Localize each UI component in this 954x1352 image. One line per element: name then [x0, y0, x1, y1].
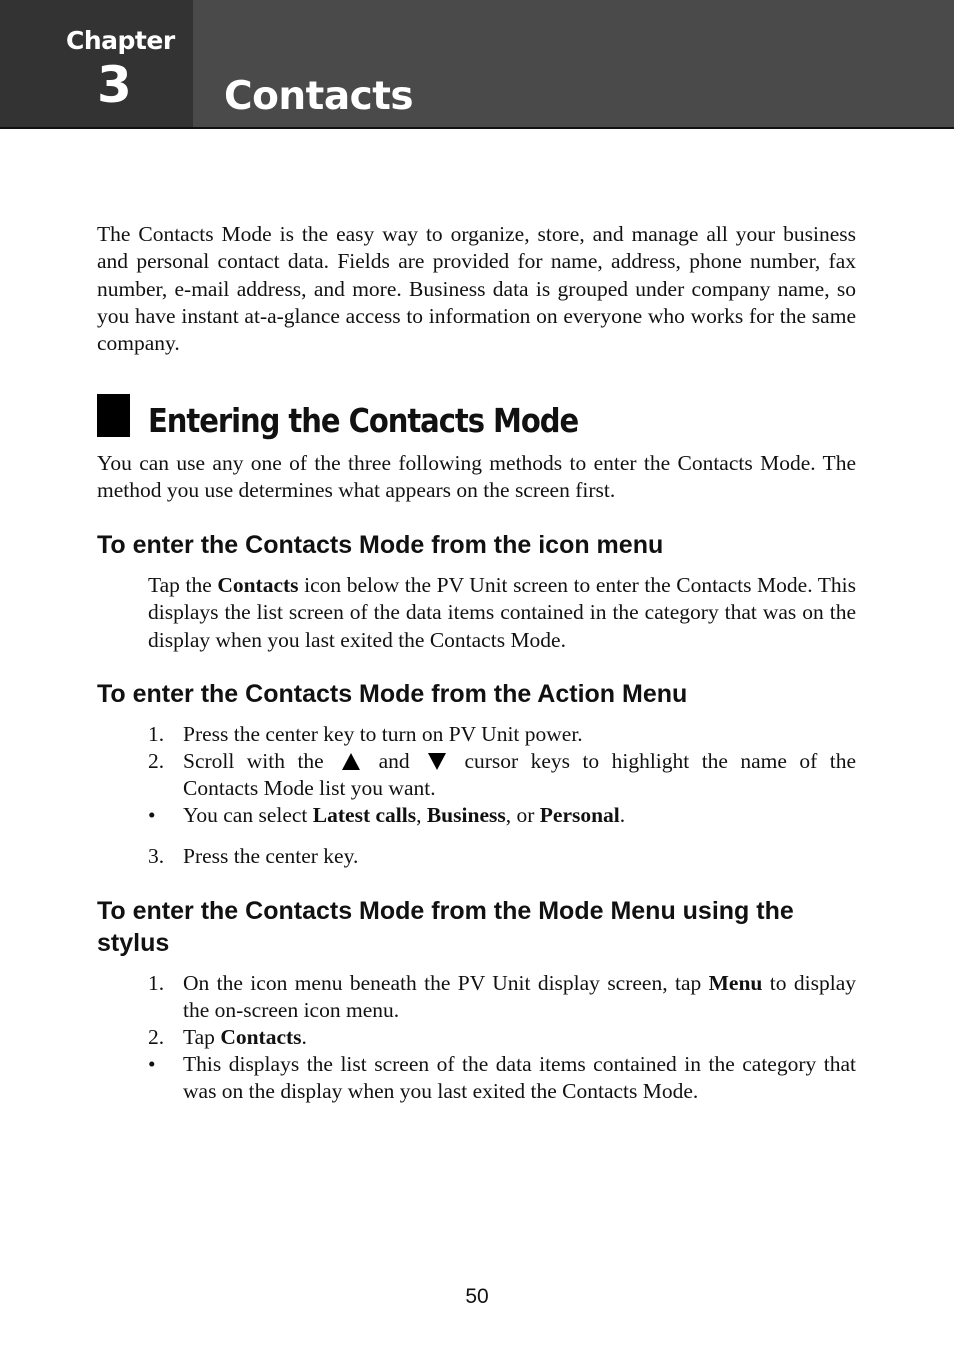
subheading-mode-menu: To enter the Contacts Mode from the Mode Menu using the stylus — [97, 897, 794, 957]
up-triangle-icon — [342, 753, 360, 770]
down-triangle-icon — [428, 753, 446, 770]
chapter-label: Chapter — [66, 26, 175, 55]
contacts-term: Contacts — [217, 573, 299, 597]
section-intro: You can use any one of the three following methods to enter the Contacts Mode. The method you use determines what appears on the screen first. — [97, 451, 856, 503]
chapter-title: Contacts — [224, 74, 414, 119]
subheading-action-menu: To enter the Contacts Mode from the Action Menu — [97, 680, 688, 708]
section-title: Entering the Contacts Mode — [148, 401, 579, 440]
page-number: 50 — [465, 1285, 489, 1308]
intro-paragraph: The Contacts Mode is the easy way to organize, store, and manage all your business and personal contact data. Fields are provided for name, address, phone number, fax number, e-mail address, and more. Business data is grouped under company name, so you have instant at-a-glance access to information on everyone who works for the same company. — [97, 222, 856, 356]
section-marker — [97, 394, 130, 437]
icon-menu-paragraph: Tap the Contacts icon below the PV Unit screen to enter the Contacts Mode. This displays the list screen of the data items contained in the category that was on the display when you last exited the Contacts Mode. — [148, 573, 856, 652]
chapter-number: 3 — [97, 56, 132, 114]
header-rule — [0, 127, 954, 129]
subheading-icon-menu: To enter the Contacts Mode from the icon menu — [97, 531, 664, 559]
